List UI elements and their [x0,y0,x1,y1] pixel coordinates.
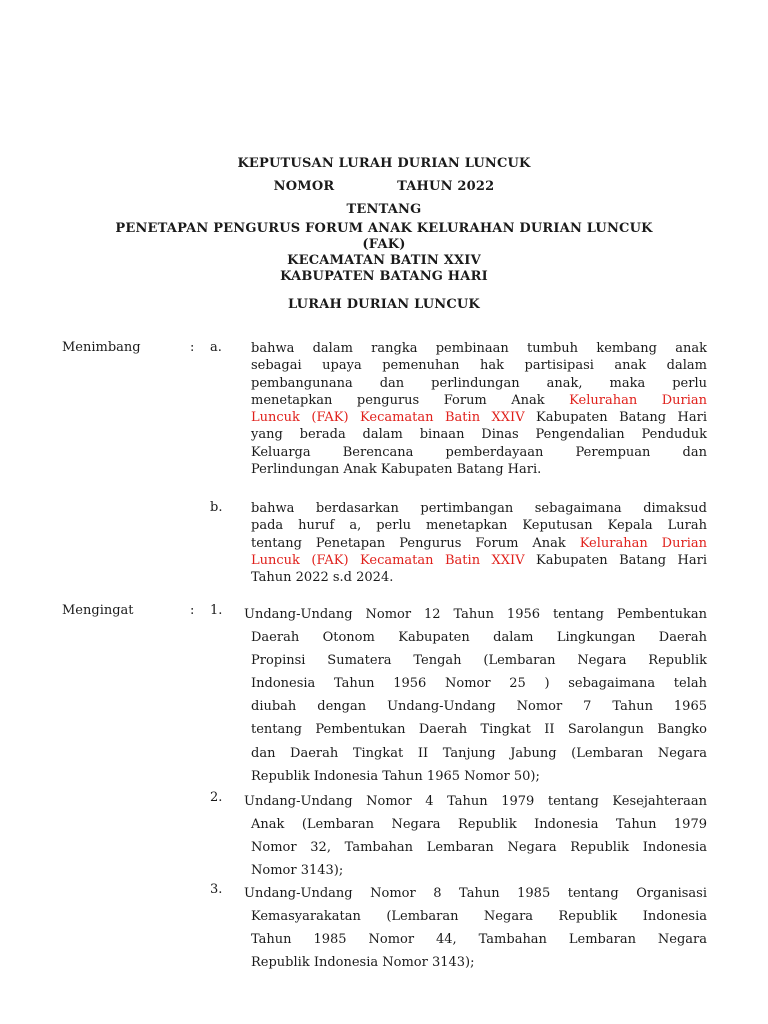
menimbang-colon: : [190,340,195,355]
highlighted-text: Kelurahan Durian [579,535,707,551]
text-line: Republik Indonesia Tahun 1965 Nomor 50); [251,768,540,784]
mengingat-section [62,603,708,983]
subject-line-3: KECAMATAN BATIN XXIV [287,253,481,268]
text-line: pembangunana dan perlindungan anak, maka perlu [251,375,707,391]
highlighted-text: Luncuk (FAK) Kecamatan Batin XXIV [251,410,525,426]
text-segment: Kabupaten Batang Hari [524,552,707,568]
text-line: Anak (Lembaran Negara Republik Indonesia Tahun 1979 [251,817,707,833]
title-block [0,152,768,316]
item-a-text [251,340,707,478]
text-line: Undang-Undang Nomor 12 Tahun 1956 tentang Pembentukan [244,607,707,622]
tahun-label: TAHUN 2022 [397,179,495,194]
text-line: bahwa berdasarkan pertimbangan sebagaimana dimaksud [251,501,707,516]
subject-line-2: (FAK) [362,237,406,252]
text-line: Daerah Otonom Kabupaten dalam Lingkungan Daerah [251,630,707,646]
subject-line-4: KABUPATEN BATANG HARI [280,269,488,284]
text-line: Propinsi Sumatera Tengah (Lembaran Negara Republik [251,653,707,669]
text-line: Tahun 1985 Nomor 44, Tambahan Lembaran Negara [251,932,707,948]
decree-title: KEPUTUSAN LURAH DURIAN LUNCUK [237,156,531,171]
menimbang-section [62,340,708,600]
text-line [251,535,707,552]
official-title: LURAH DURIAN LUNCUK [288,297,480,312]
menimbang-label: Menimbang [62,340,141,355]
nomor-label: NOMOR [273,179,335,194]
text-line: Tahun 2022 s.d 2024. [251,570,394,586]
text-line: dan Daerah Tingkat II Tanjung Jabung (Lembaran Negara [251,745,707,761]
text-line: diubah dengan Undang-Undang Nomor 7 Tahun 1965 [251,699,707,715]
text-line: Perlindungan Anak Kabupaten Batang Hari. [251,462,542,478]
text-line: sebagai upaya pemenuhan hak partisipasi anak dalam [251,358,707,374]
decree-number-line [0,175,768,198]
text-line: Undang-Undang Nomor 4 Tahun 1979 tentang Kesejahteraan [244,794,707,809]
item-a-marker: a. [210,340,222,355]
item-b-text [251,500,707,586]
text-line [251,409,707,426]
item-3-text [244,882,707,974]
subject-line-1: PENETAPAN PENGURUS FORUM ANAK KELURAHAN DURIAN LUNCUK [115,221,653,236]
text-line: bahwa dalam rangka pembinaan tumbuh kembang anak [251,341,707,356]
text-line: Undang-Undang Nomor 8 Tahun 1985 tentang Organisasi [244,886,707,901]
text-line: Nomor 3143); [251,863,344,879]
item-3-marker: 3. [210,882,223,897]
text-line: Indonesia Tahun 1956 Nomor 25 ) sebagaimana telah [251,676,707,692]
tentang-label: TENTANG [346,202,422,217]
text-line: tentang Pembentukan Daerah Tingkat II Sarolangun Bangko [251,722,707,738]
highlighted-text: Luncuk (FAK) Kecamatan Batin XXIV [251,552,525,568]
mengingat-label: Mengingat [62,603,134,618]
text-line [251,552,707,569]
text-line [251,392,707,409]
text-segment: tentang Penetapan Pengurus Forum Anak [251,535,580,551]
item-b-marker: b. [210,500,223,515]
text-line: yang berada dalam binaan Dinas Pengendalian Penduduk [251,427,707,443]
text-line: pada huruf a, perlu menetapkan Keputusan Kepala Lurah [251,518,707,534]
item-1-text [244,603,707,788]
highlighted-text: Kelurahan Durian [569,392,707,408]
text-line: Republik Indonesia Nomor 3143); [251,955,475,971]
text-line: Nomor 32, Tambahan Lembaran Negara Republik Indonesia [251,840,707,856]
text-line: Kemasyarakatan (Lembaran Negara Republik Indonesia [251,909,707,925]
text-segment: menetapkan pengurus Forum Anak [251,392,570,408]
item-2-text [244,790,707,882]
text-line: Keluarga Berencana pemberdayaan Perempuan dan [251,444,707,460]
item-2-marker: 2. [210,790,223,805]
mengingat-colon: : [190,603,195,618]
text-segment: Kabupaten Batang Hari [524,410,707,426]
item-1-marker: 1. [210,603,223,618]
